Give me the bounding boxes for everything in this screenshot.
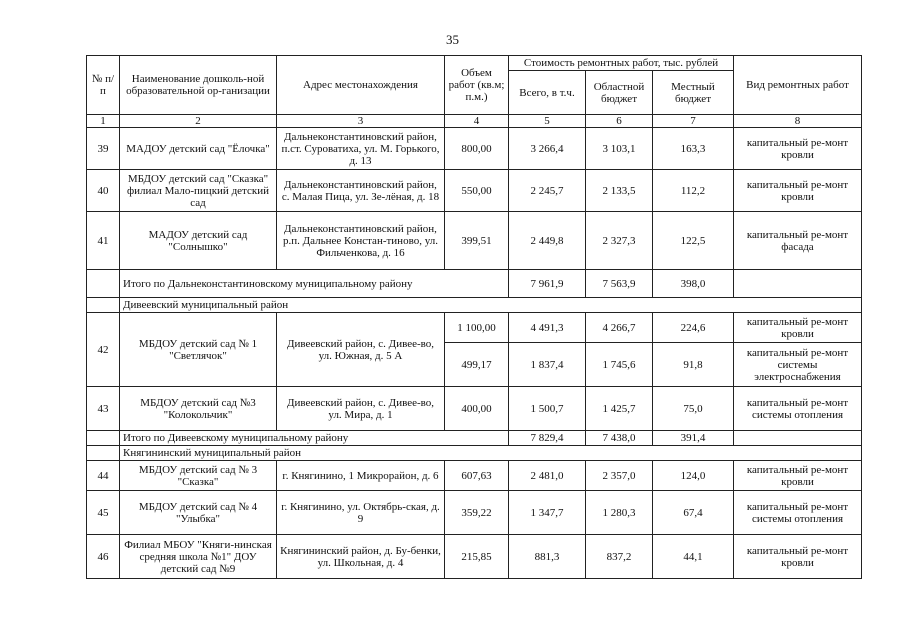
header-cost-group: Стоимость ремонтных работ, тыс. рублей [509,56,734,71]
work-volume: 215,85 [445,535,509,579]
col-number: 8 [734,115,862,128]
work-volume: 400,00 [445,387,509,431]
work-volume: 499,17 [445,343,509,387]
cost-local: 44,1 [653,535,734,579]
row-num: 44 [87,461,120,491]
cost-regional: 2 327,3 [586,212,653,270]
header-regional: Областной бюджет [586,71,653,115]
col-number: 1 [87,115,120,128]
subtotal-label: Итого по Дальнеконстантиновскому муниципальному району [120,270,509,298]
org-address: Дивеевский район, с. Дивее-во, ул. Южная, д. 5 А [277,313,445,387]
org-address: Дальнеконстантиновский район, с. Малая Пица, ул. Зе-лёная, д. 18 [277,170,445,212]
table-row [87,170,862,212]
cost-local: 67,4 [653,491,734,535]
work-type: капитальный ре-монт кровли [734,170,862,212]
cost-total: 7 829,4 [509,431,586,446]
cost-total: 4 491,3 [509,313,586,343]
work-type: капитальный ре-монт системы отопления [734,491,862,535]
section-title: Дивеевский муниципальный район [120,298,862,313]
col-number: 4 [445,115,509,128]
table-row [87,212,862,270]
row-num: 41 [87,212,120,270]
cost-total: 2 481,0 [509,461,586,491]
cost-regional: 4 266,7 [586,313,653,343]
org-name: МБДОУ детский сад № 1 "Светлячок" [120,313,277,387]
work-volume: 1 100,00 [445,313,509,343]
cost-regional: 1 425,7 [586,387,653,431]
table-row [87,387,862,431]
org-address: Дальнеконстантиновский район, р.п. Дальнее Констан-тиново, ул. Фильченкова, д. 16 [277,212,445,270]
table-row [87,535,862,579]
subtotal-row [87,270,862,298]
cost-total: 7 961,9 [509,270,586,298]
cost-local: 91,8 [653,343,734,387]
cost-total: 3 266,4 [509,128,586,170]
row-num: 40 [87,170,120,212]
col-number: 7 [653,115,734,128]
cost-local: 391,4 [653,431,734,446]
work-type: капитальный ре-монт кровли [734,313,862,343]
cost-total: 2 245,7 [509,170,586,212]
row-num: 43 [87,387,120,431]
cost-local: 75,0 [653,387,734,431]
header-volume: Объем работ (кв.м; п.м.) [445,56,509,115]
subtotal-row [87,431,862,446]
org-address: Дальнеконстантиновский район, п.ст. Суроватиха, ул. М. Горького, д. 13 [277,128,445,170]
section-row [87,298,862,313]
row-num: 45 [87,491,120,535]
repair-works-table [86,55,862,579]
header-row [87,56,862,71]
cost-local: 398,0 [653,270,734,298]
work-volume: 800,00 [445,128,509,170]
cost-total: 2 449,8 [509,212,586,270]
section-title: Княгининский муниципальный район [120,446,862,461]
header-total: Всего, в т.ч. [509,71,586,115]
work-type: капитальный ре-монт системы отопления [734,387,862,431]
cost-local: 163,3 [653,128,734,170]
org-name: МБДОУ детский сад № 4 "Улыбка" [120,491,277,535]
cost-total: 881,3 [509,535,586,579]
col-number: 3 [277,115,445,128]
section-row [87,446,862,461]
cost-regional: 1 280,3 [586,491,653,535]
cost-local: 122,5 [653,212,734,270]
work-volume: 607,63 [445,461,509,491]
row-num: 39 [87,128,120,170]
header-name: Наименование дошколь-ной образовательной ор-ганизации [120,56,277,115]
cost-regional: 2 357,0 [586,461,653,491]
org-name: МБДОУ детский сад "Сказка" филиал Мало-пицкий детский сад [120,170,277,212]
org-address: г. Княгинино, ул. Октябрь-ская, д. 9 [277,491,445,535]
org-address: Дивеевский район, с. Дивее-во, ул. Мира, д. 1 [277,387,445,431]
col-number: 6 [586,115,653,128]
work-volume: 359,22 [445,491,509,535]
org-name: Филиал МБОУ "Княги-нинская средняя школа №1" ДОУ детский сад №9 [120,535,277,579]
col-number: 2 [120,115,277,128]
org-name: МБДОУ детский сад № 3 "Сказка" [120,461,277,491]
table-row [87,461,862,491]
cost-total: 1 500,7 [509,387,586,431]
cost-regional: 7 563,9 [586,270,653,298]
work-type: капитальный ре-монт фасада [734,212,862,270]
cost-regional: 837,2 [586,535,653,579]
header-local: Местный бюджет [653,71,734,115]
subtotal-label: Итого по Дивеевскому муниципальному району [120,431,509,446]
work-type: капитальный ре-монт кровли [734,535,862,579]
cost-regional: 3 103,1 [586,128,653,170]
org-name: МАДОУ детский сад "Солнышко" [120,212,277,270]
column-number-row [87,115,862,128]
table-row [87,128,862,170]
header-work-type: Вид ремонтных работ [734,56,862,115]
work-volume: 399,51 [445,212,509,270]
cost-total: 1 837,4 [509,343,586,387]
cost-regional: 7 438,0 [586,431,653,446]
org-address: Княгининский район, д. Бу-бенки, ул. Школьная, д. 4 [277,535,445,579]
row-num: 42 [87,313,120,387]
cost-total: 1 347,7 [509,491,586,535]
page-number: 35 [446,32,459,47]
header-address: Адрес местонахождения [277,56,445,115]
table-row [87,491,862,535]
org-name: МБДОУ детский сад №3 "Колокольчик" [120,387,277,431]
work-type: капитальный ре-монт кровли [734,461,862,491]
org-name: МАДОУ детский сад "Ёлочка" [120,128,277,170]
row-num: 46 [87,535,120,579]
col-number: 5 [509,115,586,128]
table-row [87,313,862,343]
cost-local: 224,6 [653,313,734,343]
header-num: № п/п [87,56,120,115]
cost-regional: 1 745,6 [586,343,653,387]
cost-local: 112,2 [653,170,734,212]
work-volume: 550,00 [445,170,509,212]
work-type: капитальный ре-монт кровли [734,128,862,170]
org-address: г. Княгинино, 1 Микрорайон, д. 6 [277,461,445,491]
cost-local: 124,0 [653,461,734,491]
cost-regional: 2 133,5 [586,170,653,212]
work-type: капитальный ре-монт системы электроснабжения [734,343,862,387]
